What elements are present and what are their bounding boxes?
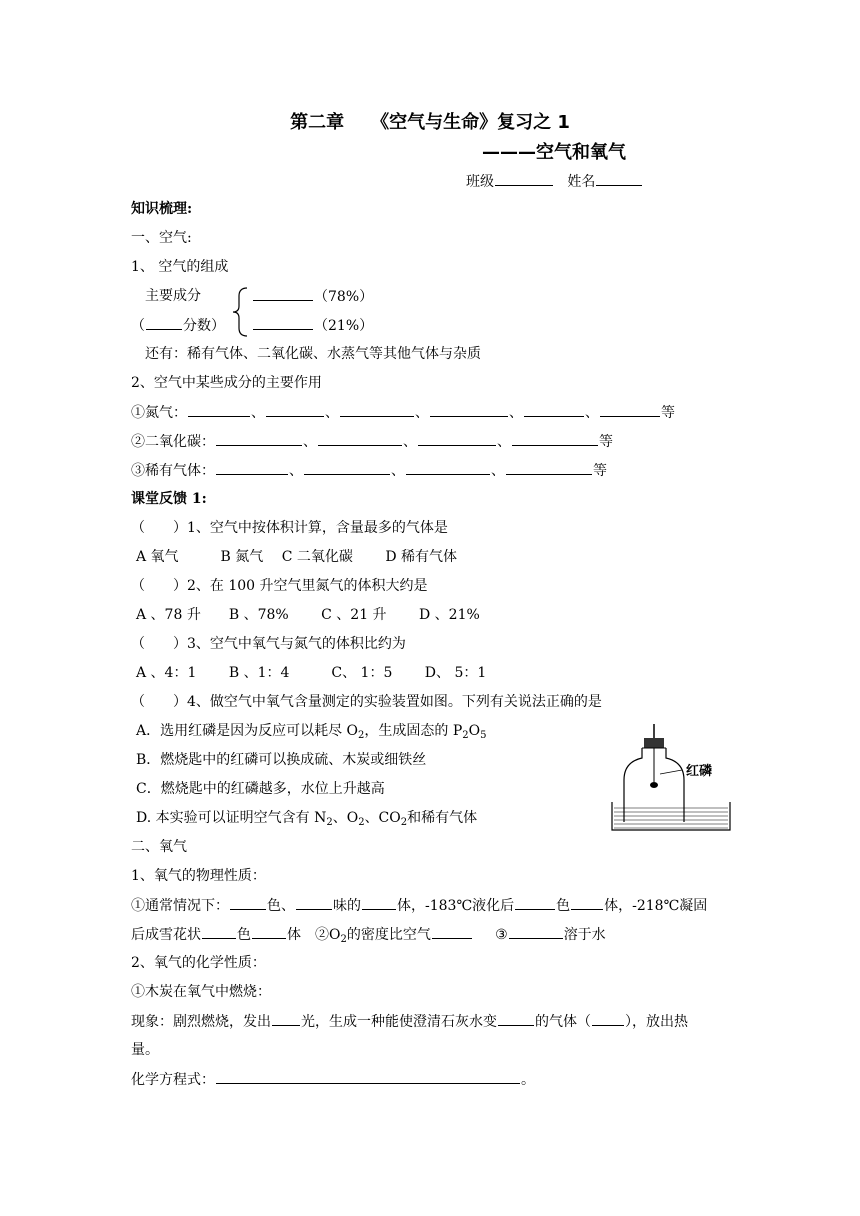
physical-properties-heading: 1、氧气的物理性质： — [131, 868, 266, 884]
fraction-blank[interactable] — [146, 316, 182, 330]
question-3-options: A 、4：1 B 、1：4 C、 1：5 D、 5：1 — [136, 665, 487, 681]
answer-paren[interactable]: （ ） — [131, 694, 187, 710]
class-blank[interactable] — [495, 172, 553, 186]
blank[interactable] — [230, 896, 266, 910]
option-b: B．燃烧匙中的红磷可以换成硫、木炭或细铁丝 — [136, 752, 427, 768]
rare-gas-uses: ③稀有气体： 、 、 、 等 — [131, 463, 607, 479]
question-2-options: A 、78 升 B 、78% C 、21 升 D 、21% — [136, 607, 480, 623]
student-info — [466, 172, 643, 191]
co2-uses: ②二氧化碳： 、 、 、 等 — [131, 434, 613, 450]
feedback-heading: 课堂反馈 1: — [131, 491, 207, 507]
blank[interactable] — [515, 896, 555, 910]
equation-blank[interactable] — [216, 1070, 520, 1084]
nitrogen-uses: ①氮气： 、 、 、 、 、 等 — [131, 405, 675, 421]
option-c: C．燃烧匙中的红磷越多，水位上升越高 — [136, 781, 385, 797]
page-subtitle: ———空气和氧气 — [482, 142, 626, 163]
physical-properties-line-2: 后成雪花状 色 体 $②O_2$的密度比空气 ③ 溶于水 — [131, 927, 606, 945]
uses-heading: 2、空气中某些成分的主要作用 — [131, 375, 322, 391]
blank[interactable] — [304, 461, 390, 475]
phenomenon-line: 现象：剧烈燃烧，发出 光，生成一种能使澄清石灰水变 的气体（ ），放出热 — [131, 1014, 688, 1030]
brace-icon — [231, 286, 249, 338]
blank[interactable] — [318, 432, 402, 446]
air-composition-heading: 1、 空气的组成 — [131, 259, 229, 275]
blank[interactable] — [296, 896, 332, 910]
blank[interactable] — [362, 896, 396, 910]
other-components: 还有：稀有气体、二氧化碳、水蒸气等其他气体与杂质 — [145, 346, 481, 362]
blank[interactable] — [340, 403, 414, 417]
nitrogen-row: （78%） — [252, 287, 373, 306]
blank[interactable] — [272, 1012, 300, 1026]
question-1: （ ）1、空气中按体积计算，含量最多的气体是 — [131, 520, 448, 536]
charcoal-heading: ①木炭在氧气中燃烧： — [131, 984, 271, 1000]
oxygen-heading: 二、氧气 — [131, 839, 187, 855]
class-label: 班级 — [466, 174, 494, 190]
blank[interactable] — [216, 461, 288, 475]
nitrogen-blank[interactable] — [253, 287, 313, 301]
question-2: （ ）2、在 100 升空气里氮气的体积大约是 — [131, 578, 428, 594]
fraction-label: （ 分数） — [131, 318, 225, 334]
name-blank[interactable] — [596, 172, 642, 186]
question-1-options: A 氧气 B 氮气 C 二氧化碳 D 稀有气体 — [136, 549, 458, 565]
blank[interactable] — [188, 403, 250, 417]
blank[interactable] — [506, 461, 592, 475]
blank[interactable] — [509, 925, 563, 939]
blank[interactable] — [266, 403, 324, 417]
option-a: A．选用红磷是因为反应可以耗尽 $O_2$，生成固态的 $P_2O_5$ — [136, 723, 487, 741]
question-3: （ ）3、空气中氧气与氮气的体积比约为 — [131, 636, 406, 652]
air-heading: 一、空气: — [131, 230, 192, 246]
blank[interactable] — [406, 461, 490, 475]
answer-paren[interactable]: （ ） — [131, 520, 187, 536]
phenomenon-line-end: 量。 — [131, 1042, 159, 1058]
answer-paren[interactable]: （ ） — [131, 578, 187, 594]
blank[interactable] — [512, 432, 598, 446]
name-label: 姓名 — [567, 174, 596, 190]
blank[interactable] — [498, 1012, 534, 1026]
blank[interactable] — [418, 432, 496, 446]
blank[interactable] — [432, 925, 472, 939]
main-components-label: 主要成分 — [145, 288, 201, 304]
question-4: （ ）4、做空气中氧气含量测定的实验装置如图。下列有关说法正确的是 — [131, 694, 602, 710]
blank[interactable] — [524, 403, 584, 417]
apparatus-figure — [608, 722, 738, 832]
blank[interactable] — [216, 432, 302, 446]
blank[interactable] — [600, 403, 660, 417]
oxygen-row: （21%） — [252, 316, 373, 335]
red-phosphorus-label: 红磷 — [686, 764, 713, 779]
answer-paren[interactable]: （ ） — [131, 636, 187, 652]
chemical-properties-heading: 2、氧气的化学性质： — [131, 955, 266, 971]
page-title: 第二章 《空气与生命》复习之 1 — [290, 112, 570, 133]
blank[interactable] — [571, 896, 603, 910]
knowledge-heading: 知识梳理: — [131, 201, 193, 217]
blank[interactable] — [202, 925, 236, 939]
bell-jar-apparatus-icon — [608, 722, 738, 832]
physical-properties-line-1: ①通常情况下： 色、 味的 体，-183℃液化后 色 体，-218℃凝固 — [131, 898, 708, 914]
option-d: D. 本实验可以证明空气含有 $N_2$、$O_2$、$CO_2$和稀有气体 — [136, 810, 478, 828]
blank[interactable] — [430, 403, 508, 417]
blank[interactable] — [252, 925, 286, 939]
oxygen-blank[interactable] — [253, 316, 313, 330]
blank[interactable] — [592, 1012, 624, 1026]
equation-line: 化学方程式： 。 — [131, 1072, 535, 1088]
